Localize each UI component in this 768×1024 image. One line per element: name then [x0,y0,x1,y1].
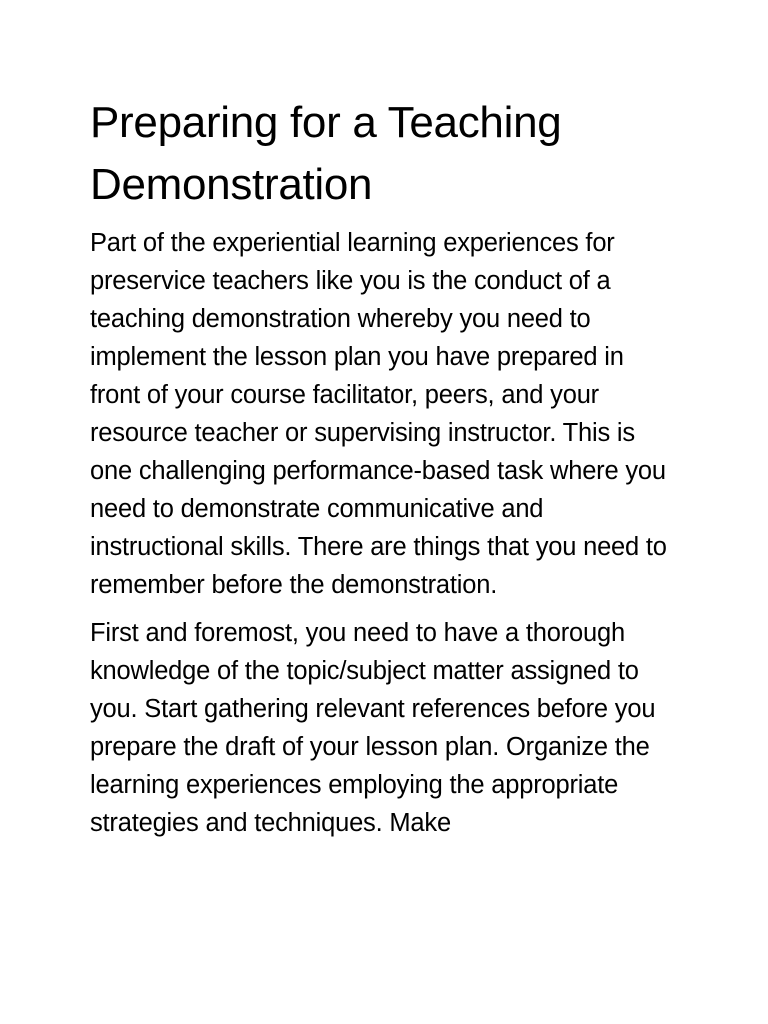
article-paragraph-1: Part of the experiential learning experiences for preservice teachers like you is the conduct of a teaching demonstration whereby you need to implement the lesson plan you have prepared in front of your course facilitator, peers, and your resource teacher or supervising instructor. This is one challenging performance-based task where you need to demonstrate communicative and instructional skills. There are things that you need to remember before the demonstration. [90,229,667,599]
article-title: Preparing for a Teaching Demonstration [90,98,562,209]
article-paragraph-2: First and foremost, you need to have a thorough knowledge of the topic/subject matter assigned to you. Start gathering relevant references before you prepare the draft of your lesson plan. Organize the learning experiences employing the appropriate strategies and techniques. Make [90,619,656,837]
